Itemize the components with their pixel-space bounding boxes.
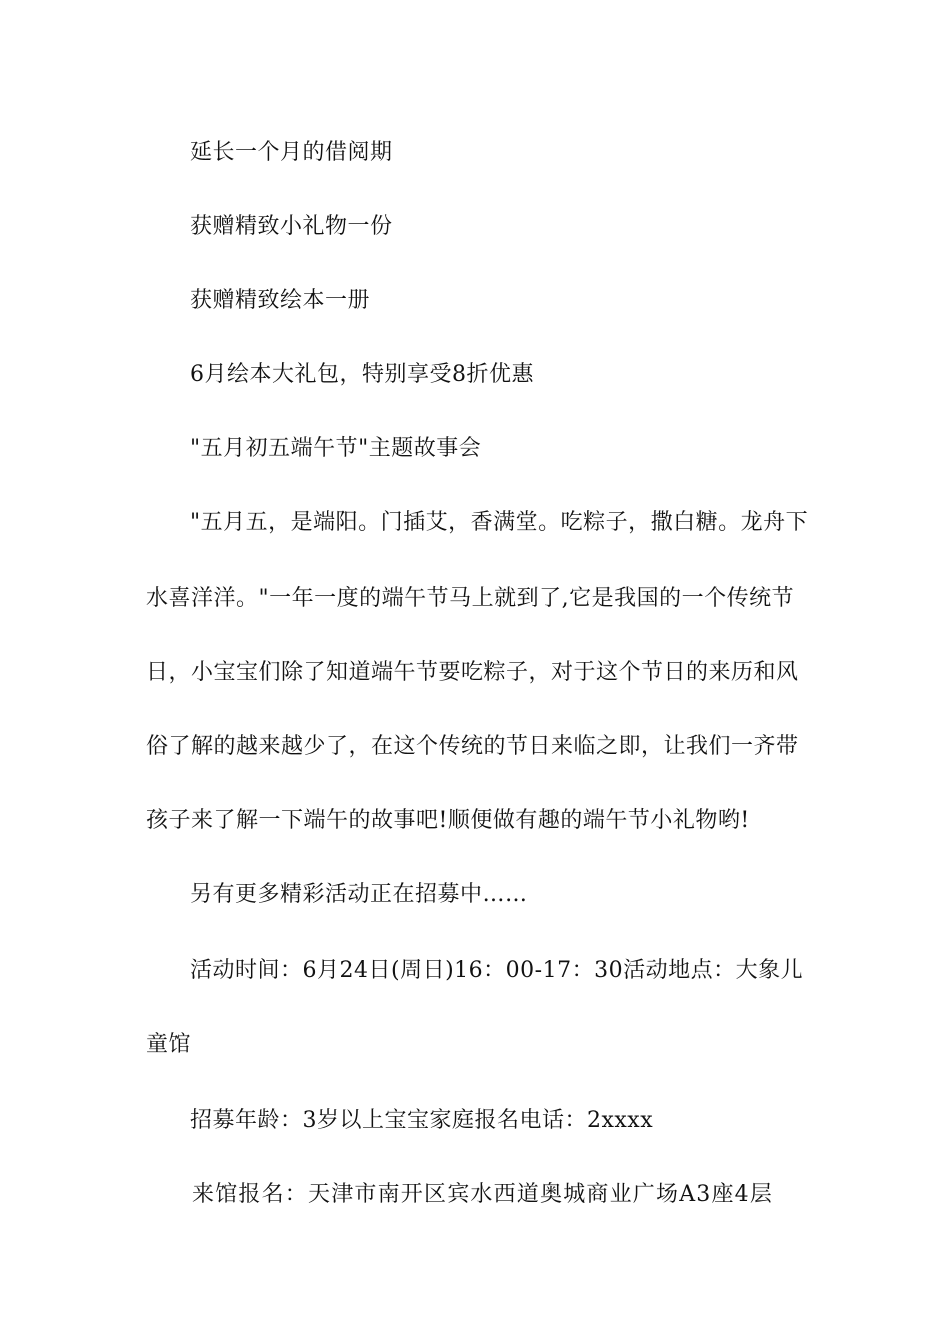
text-line: "五月五，是端阳。门插艾，香满堂。吃粽子，撒白糖。龙舟下 [190,510,809,535]
text-line: 获赠精致小礼物一份 [190,214,393,239]
text-line: 6月绘本大礼包，特别享受8折优惠 [190,362,534,387]
text-line: 获赠精致绘本一册 [190,288,371,313]
text-line: 童馆 [146,1032,192,1057]
text-line: 招募年龄：3岁以上宝宝家庭报名电话：2xxxx [190,1108,654,1133]
text-line: 水喜洋洋。"一年一度的端午节马上就到了,它是我国的一个传统节 [146,586,795,611]
text-line: 活动时间：6月24日(周日)16：00-17：30活动地点：大象儿 [190,958,804,983]
text-line: 俗了解的越来越少了，在这个传统的节日来临之即，让我们一齐带 [146,734,799,759]
text-line: "五月初五端午节"主题故事会 [190,436,482,461]
text-line: 孩子来了解一下端午的故事吧!顺便做有趣的端午节小礼物哟! [146,808,750,833]
text-line: 另有更多精彩活动正在招募中…… [190,882,528,907]
text-line: 日，小宝宝们除了知道端午节要吃粽子，对于这个节日的来历和风 [146,660,799,685]
text-line: 来馆报名：天津市南开区宾水西道奥城商业广场A3座4层 [192,1182,774,1207]
text-line: 延长一个月的借阅期 [190,140,393,165]
